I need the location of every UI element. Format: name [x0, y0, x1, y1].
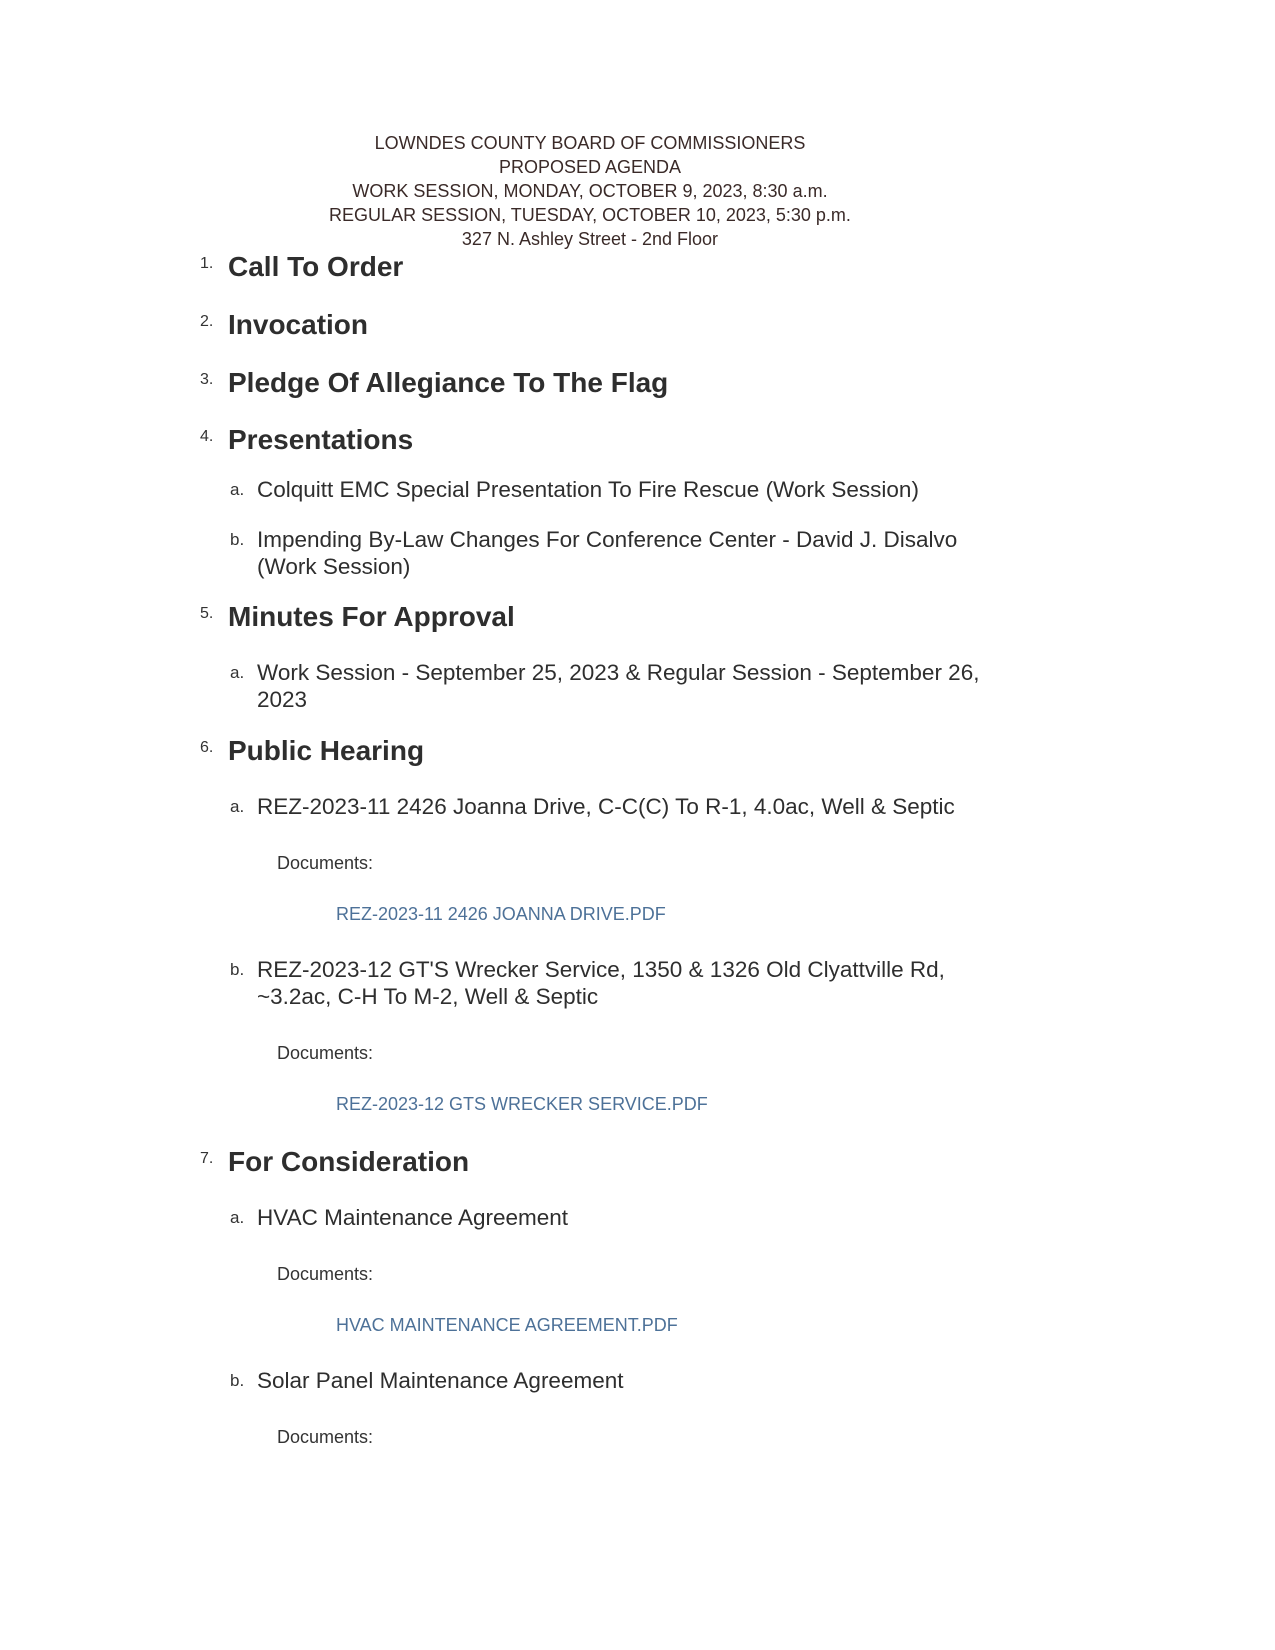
item-number: 3.: [200, 371, 214, 388]
sub-letter: a.: [230, 663, 245, 682]
item-heading: Minutes For Approval: [228, 601, 515, 632]
item-number: 7.: [200, 1150, 214, 1167]
header-regular-session: REGULAR SESSION, TUESDAY, OCTOBER 10, 2023, 5:30 p.m.: [329, 205, 851, 225]
item-heading: Call To Order: [228, 251, 404, 282]
documents-label: Documents:: [277, 1043, 374, 1063]
item-number: 1.: [200, 255, 214, 272]
sub-item: Impending By-Law Changes For Conference Center - David J. Disalvo (Work Session): [257, 527, 958, 579]
document-link[interactable]: REZ-2023-11 2426 JOANNA DRIVE.PDF: [336, 904, 666, 924]
sub-letter: b.: [230, 530, 245, 549]
sub-letter: a.: [230, 480, 245, 499]
sub-item: HVAC Maintenance Agreement: [257, 1205, 569, 1230]
documents-label: Documents:: [277, 853, 374, 873]
item-heading: Invocation: [228, 309, 369, 340]
item-heading: For Consideration: [228, 1146, 470, 1177]
sub-letter: a.: [230, 797, 245, 816]
document-link[interactable]: HVAC MAINTENANCE AGREEMENT.PDF: [336, 1315, 678, 1335]
document-link[interactable]: REZ-2023-12 GTS WRECKER SERVICE.PDF: [336, 1094, 708, 1114]
item-heading: Presentations: [228, 424, 414, 455]
sub-item: REZ-2023-12 GT'S Wrecker Service, 1350 & 1326 Old Clyattville Rd, ~3.2ac, C-H To M-2, Well & Septic: [257, 957, 945, 1009]
sub-item: REZ-2023-11 2426 Joanna Drive, C-C(C) To R-1, 4.0ac, Well & Septic: [257, 794, 955, 819]
documents-label: Documents:: [277, 1427, 374, 1447]
documents-label: Documents:: [277, 1264, 374, 1284]
sub-letter: a.: [230, 1208, 245, 1227]
sub-item: Work Session - September 25, 2023 & Regular Session - September 26, 2023: [257, 660, 980, 712]
item-heading: Pledge Of Allegiance To The Flag: [228, 367, 669, 398]
sub-item: Solar Panel Maintenance Agreement: [257, 1368, 624, 1393]
header-title: PROPOSED AGENDA: [498, 157, 682, 177]
sub-letter: b.: [230, 960, 245, 979]
header-address: 327 N. Ashley Street - 2nd Floor: [461, 229, 719, 249]
item-heading: Public Hearing: [228, 735, 425, 766]
item-number: 5.: [200, 605, 214, 622]
header-org: LOWNDES COUNTY BOARD OF COMMISSIONERS: [374, 133, 806, 153]
sub-item: Colquitt EMC Special Presentation To Fire Rescue (Work Session): [257, 477, 919, 502]
item-number: 4.: [200, 428, 214, 445]
sub-letter: b.: [230, 1371, 245, 1390]
item-number: 6.: [200, 739, 214, 756]
header-work-session: WORK SESSION, MONDAY, OCTOBER 9, 2023, 8:30 a.m.: [352, 181, 828, 201]
item-number: 2.: [200, 313, 214, 330]
